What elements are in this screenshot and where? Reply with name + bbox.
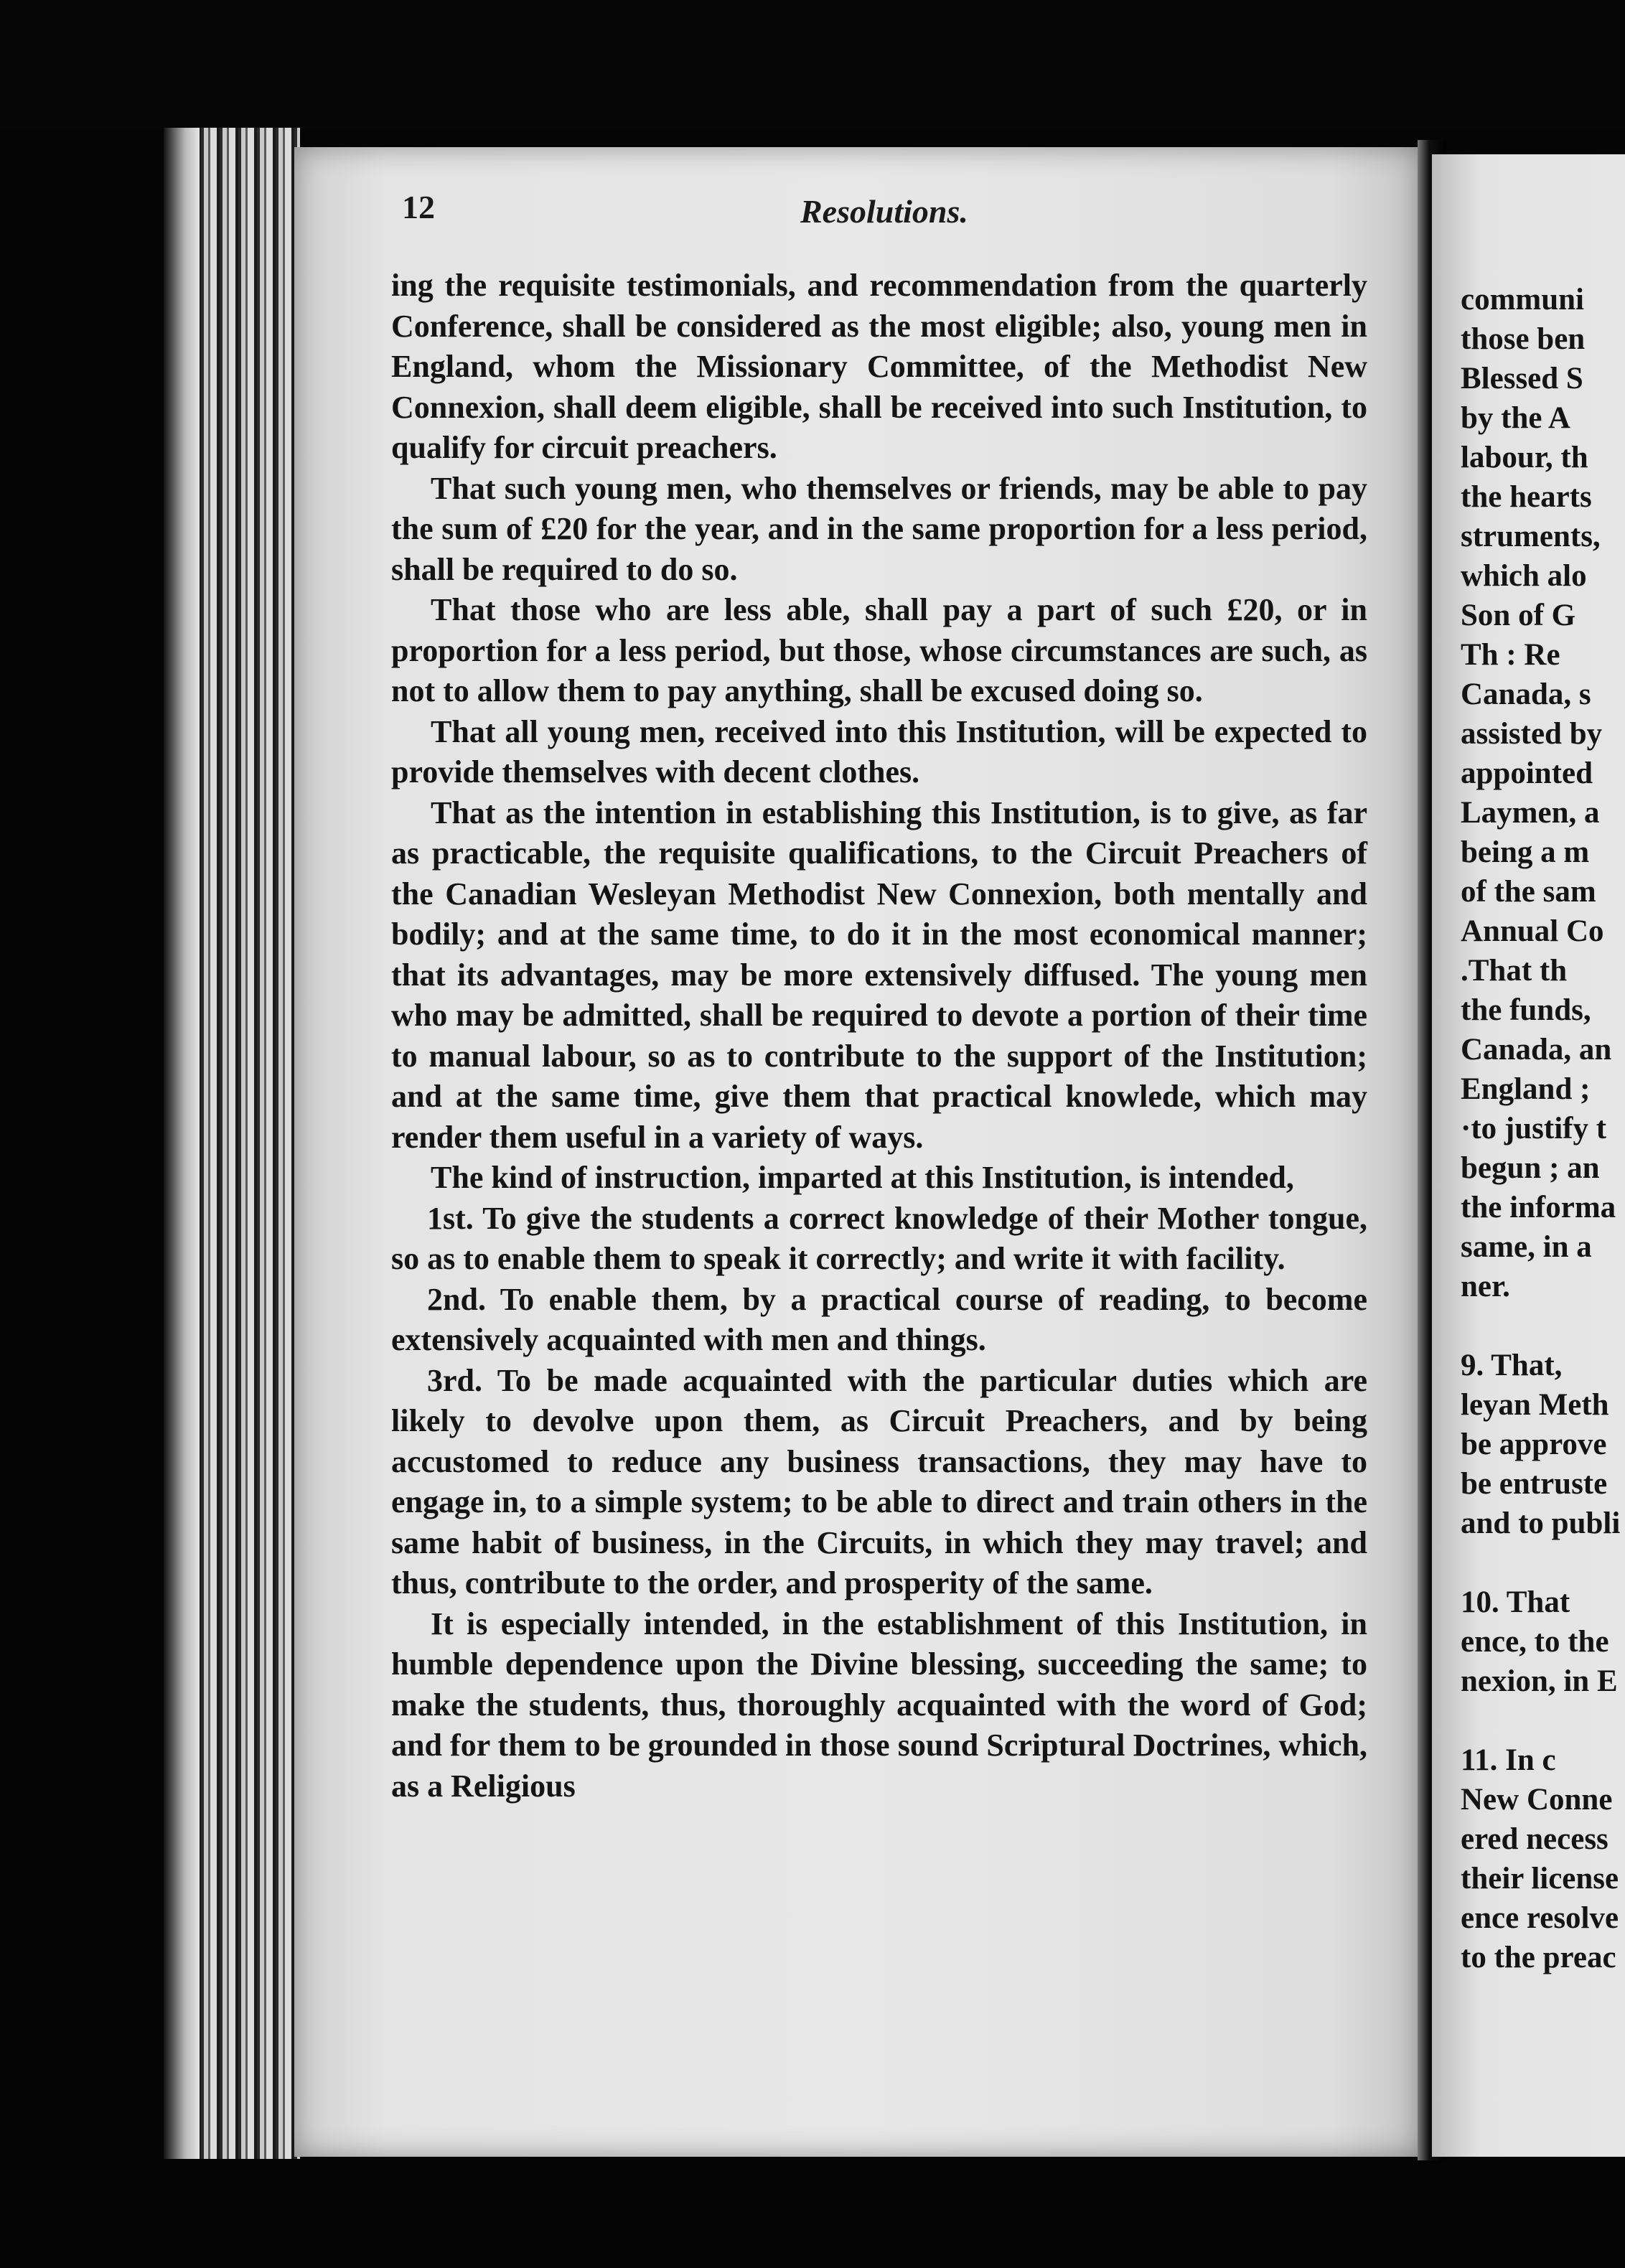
right-page-line: Th : Re xyxy=(1461,638,1560,672)
right-page-line: ence, to the xyxy=(1461,1625,1609,1659)
paragraph: That such young men, who themselves or friends, may be able to pay the sum of £20 for the year, and in the same proportion for a less period, shall be required to do so. xyxy=(391,470,1367,587)
right-page-line: the hearts xyxy=(1461,480,1592,514)
right-page-line: appointed xyxy=(1461,756,1593,790)
scan-frame-top xyxy=(0,0,1625,129)
running-title: Resolutions. xyxy=(800,193,968,230)
right-page-line: ence resolve xyxy=(1461,1901,1619,1935)
right-page-line: .That th xyxy=(1461,954,1568,988)
right-page-line: communi xyxy=(1461,283,1584,317)
right-page-line: those ben xyxy=(1461,322,1586,356)
right-page-line: Blessed S xyxy=(1461,362,1583,395)
right-page-line: begun ; an xyxy=(1461,1151,1600,1185)
page-number: 12 xyxy=(402,189,435,225)
right-page-line: by the A xyxy=(1461,401,1570,435)
right-page-line: Son of G xyxy=(1461,599,1576,632)
right-page-line: being a m xyxy=(1461,835,1590,869)
paragraph: The kind of instruction, imparted at this Institution, is intended, xyxy=(431,1160,1294,1195)
paragraph: 1st. To give the students a correct knowledge of their Mother tongue, so as to enable them to speak it correctly; and write it with facility. xyxy=(391,1200,1367,1276)
right-page-line: which alo xyxy=(1461,559,1587,593)
right-page-gap xyxy=(1461,1306,1625,1346)
right-page-text-fragment xyxy=(1461,280,1625,1977)
right-page-line: their license xyxy=(1461,1862,1619,1896)
right-page-line: Laymen, a xyxy=(1461,796,1600,830)
right-page-line: of the sam xyxy=(1461,875,1596,909)
paragraph: That those who are less able, shall pay a part of such £20, or in proportion for a less period, but those, whose circumstances are such, as not to allow them to pay anything, shall be excused doing so. xyxy=(391,592,1367,708)
right-page-line: assisted by xyxy=(1461,717,1603,751)
right-page-line: the informa xyxy=(1461,1191,1616,1224)
right-page-line: nexion, in E xyxy=(1461,1664,1618,1698)
right-page-line: 9. That, xyxy=(1461,1349,1563,1382)
paragraph: It is especially intended, in the establishment of this Institution, in humble dependence upon the Divine blessing, succeeding the same; to make the students, thus, thoroughly acquainted with the word of God; and for them to be grounded in those sound Scriptural Doctrines, which, as a Religious xyxy=(391,1606,1367,1804)
scan-frame-bottom xyxy=(0,2160,1625,2268)
right-page-line: labour, th xyxy=(1461,441,1588,474)
right-page-gap xyxy=(1461,1543,1625,1583)
right-page-line: Annual Co xyxy=(1461,914,1604,948)
right-page-line: New Conne xyxy=(1461,1783,1613,1817)
book-spine-shadow xyxy=(164,128,200,2159)
right-page-line: 10. That xyxy=(1461,1585,1570,1619)
paragraph: That as the intention in establishing this Institution, is to give, as far as practicable, the requisite qualifications, to the Circuit Preachers of the Canadian Wesleyan Methodist New Connexion, both mentally and bodily; and at the same time, to do it in the most economical manner; that its advantages, may be more extensively diffused. The young men who may be admitted, shall be required to devote a portion of their time to manual labour, so as to contribute to the support of the Institution; and at the same time, give them that practical knowlede, which may render them useful in a variety of ways. xyxy=(391,795,1367,1155)
right-page-line: ered necess xyxy=(1461,1822,1608,1856)
running-head xyxy=(402,188,1364,238)
paragraph: ing the requisite testimonials, and recommendation from the quarterly Conference, shall be considered as the most eligible; also, young men in England, whom the Missionary Committee, of the Methodist New Connexion, shall deem eligible, shall be received into such Institution, to qualify for circuit preachers. xyxy=(391,268,1367,465)
right-page-line: leyan Meth xyxy=(1461,1388,1609,1422)
right-page-gap xyxy=(1461,1701,1625,1740)
right-page-line: Canada, an xyxy=(1461,1033,1612,1067)
right-page-line: the funds, xyxy=(1461,993,1591,1027)
right-page-line: be entruste xyxy=(1461,1467,1608,1501)
right-page-line: England ; xyxy=(1461,1072,1591,1106)
paragraph: 2nd. To enable them, by a practical course of reading, to become extensively acquainted with men and things. xyxy=(391,1281,1367,1357)
right-page-line: ·to justify t xyxy=(1461,1112,1607,1145)
right-page-line: and to publi xyxy=(1461,1506,1621,1540)
right-page-line: Canada, s xyxy=(1461,678,1591,711)
paragraph: 3rd. To be made acquainted with the particular duties which are likely to devolve upon them, as Circuit Preachers, and by being accustomed to reduce any business transactions, they may have to engage in, to a simple system; to be able to direct and train others in the same habit of business, in the Circuits, in which they may travel; and thus, contribute to the order, and prosperity of the same. xyxy=(391,1362,1367,1601)
paragraph: That all young men, received into this Institution, will be expected to provide themselves with decent clothes. xyxy=(391,713,1367,789)
right-page-line: same, in a xyxy=(1461,1230,1592,1264)
left-page-body xyxy=(391,266,1367,1807)
right-page-line: be approve xyxy=(1461,1428,1607,1461)
right-page-line: struments, xyxy=(1461,520,1601,553)
right-page-line: ner. xyxy=(1461,1270,1510,1303)
right-page-line: 11. In c xyxy=(1461,1743,1556,1777)
right-page-line: to the preac xyxy=(1461,1941,1616,1974)
